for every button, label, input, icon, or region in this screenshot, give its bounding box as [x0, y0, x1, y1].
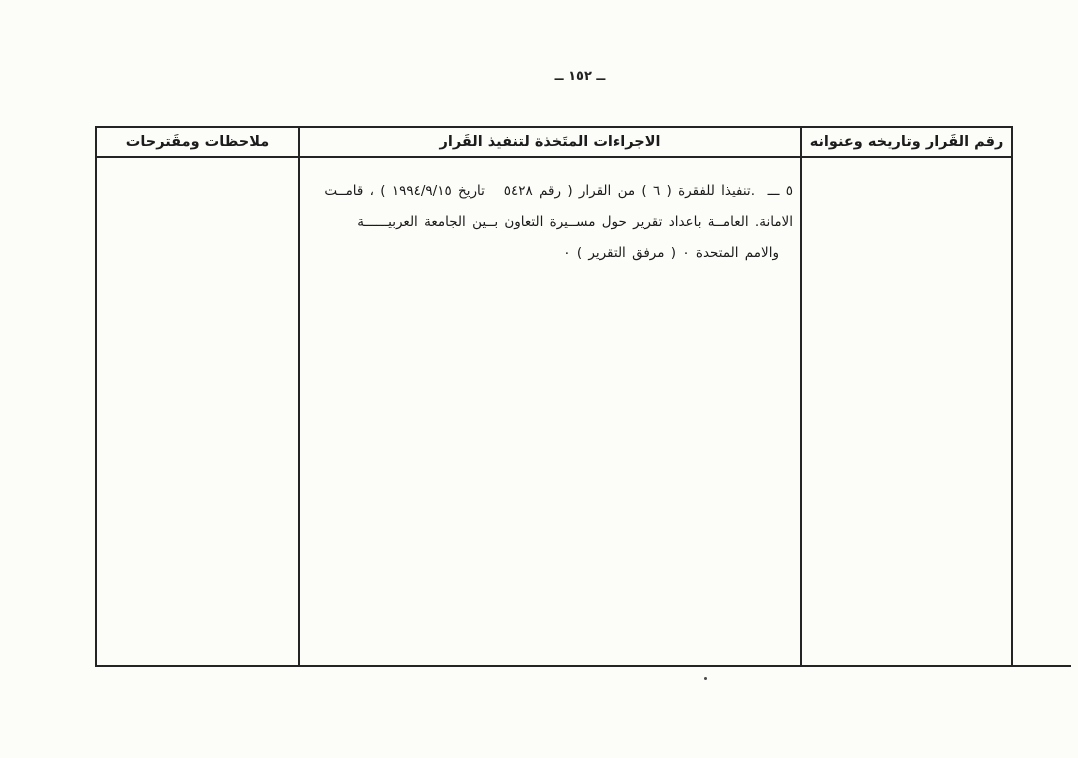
header-separator-line — [97, 156, 1011, 158]
paragraph-line-1: ٥ ـــ .تنفيذا للفقرة ( ٦ ) من القرار ( رقم ٥٤٢٨ تاريخ ١٩٩٤/٩/١٥ ) ، قامــت — [324, 183, 793, 199]
decisions-table — [95, 126, 1013, 667]
paragraph-line-2: الامانة. العامــة باعداد تقرير حول مســيرة التعاون بــين الجامعة العربيــــــة — [357, 214, 793, 230]
column-divider-decision — [800, 128, 802, 665]
procedures-paragraph — [300, 176, 800, 269]
header-procedures-column: الاجراءات المتَخذة لتنفيذ القَرار — [439, 134, 661, 150]
header-decision-column: رقم القَرار وتاريخه وعنوانه — [809, 134, 1004, 150]
paragraph-line-3: والامم المتحدة ٠ ( مرفق التقرير ) ٠ — [563, 245, 779, 261]
ink-speck — [704, 677, 707, 680]
header-notes-column: ملاحظات ومقَترحات — [125, 134, 270, 150]
page-number: ــ ١٥٢ ــ — [554, 69, 606, 84]
table-bottom-line-overrun — [1011, 665, 1071, 667]
